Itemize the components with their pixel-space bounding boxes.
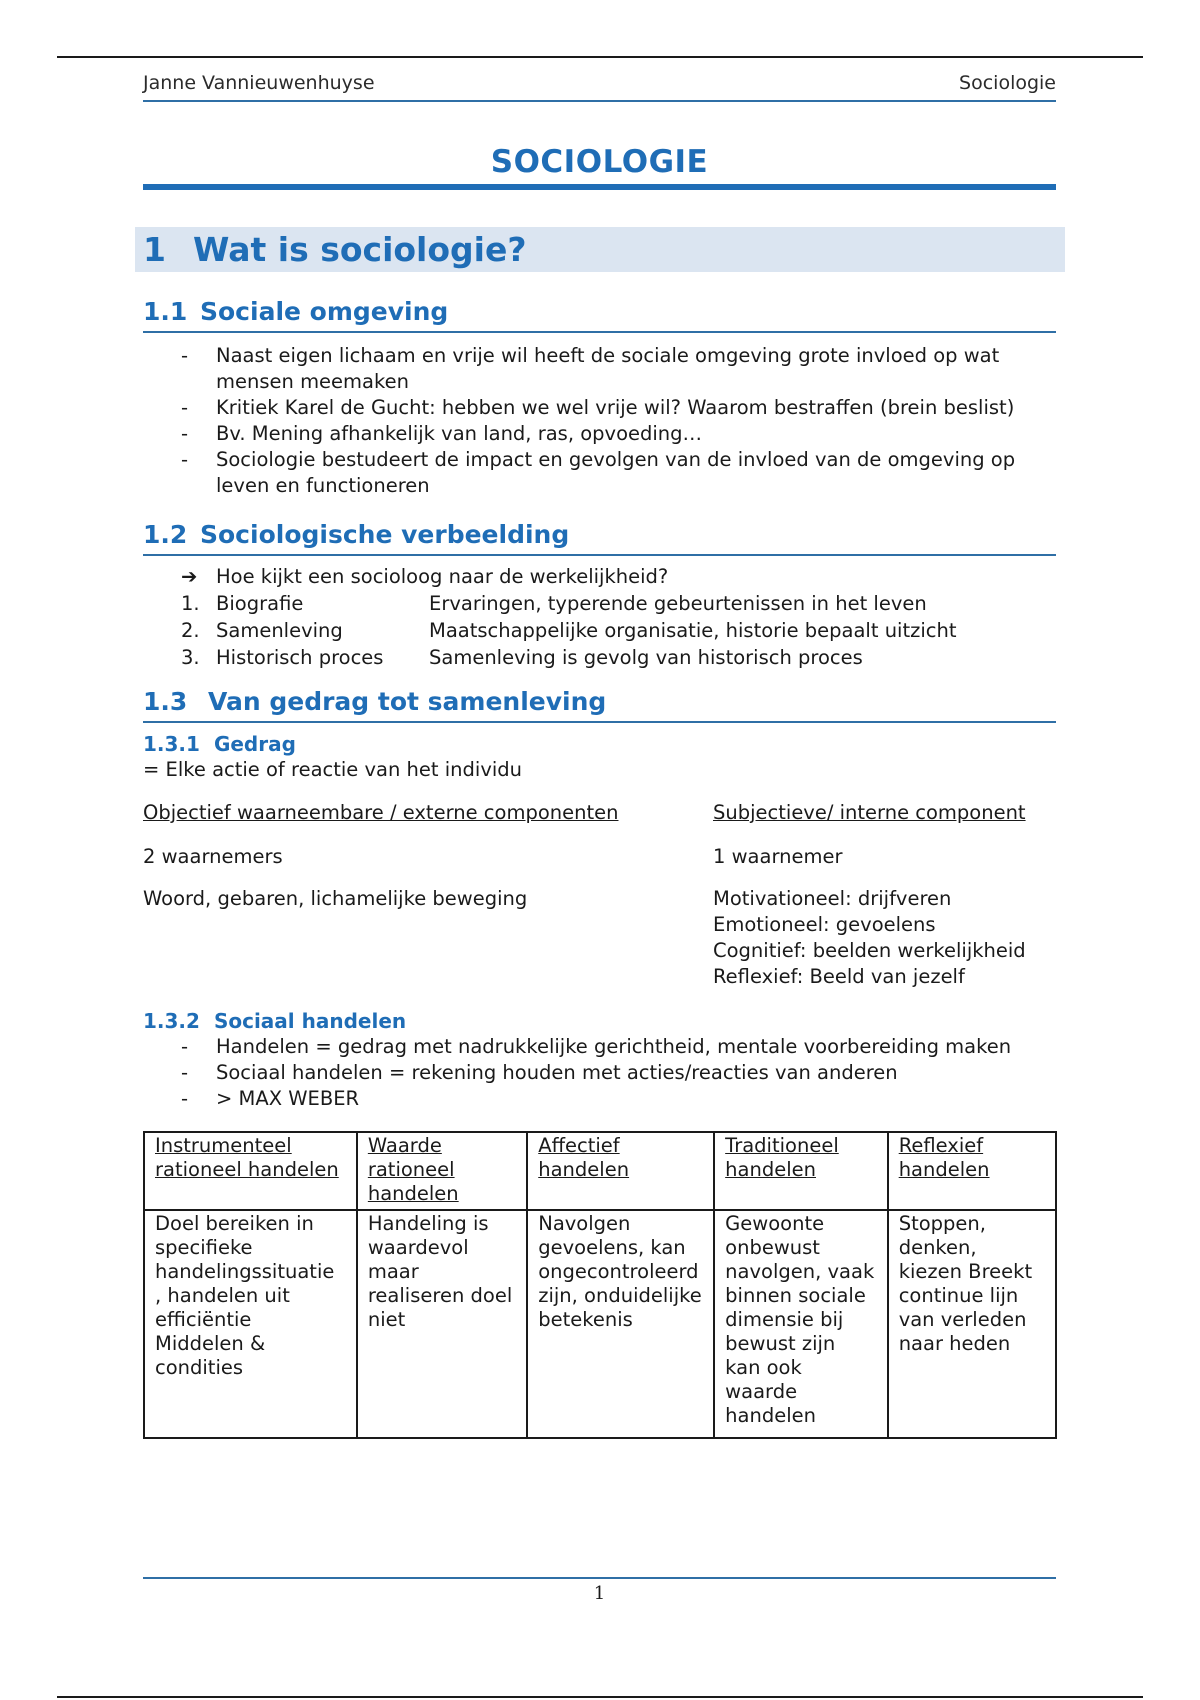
list-item: - Sociaal handelen = rekening houden met acties/reacties van anderen (181, 1061, 898, 1084)
footer-rule (143, 1577, 1056, 1579)
page-number: 1 (593, 1583, 606, 1604)
external-examples: Woord, gebaren, lichamelijke beweging (143, 887, 528, 910)
internal-observers: 1 waarnemer (713, 845, 843, 868)
table-header-cell: Affectief handelen (527, 1132, 714, 1210)
page-top-rule (57, 56, 1143, 58)
subsection-number: 1.3.1 (143, 732, 200, 756)
table-header-row (144, 1132, 1056, 1210)
subsection-heading-1-3-2 (143, 1009, 406, 1033)
list-item: - Naast eigen lichaam en vrije wil heeft de sociale omgeving grote invloed op wat mensen meemaken (181, 344, 1000, 393)
page-bottom-rule (57, 1696, 1143, 1698)
table-header-cell: Instrumenteel rationeel handelen (144, 1132, 357, 1210)
table-cell: Handeling is waardevol maar realiseren doel niet (357, 1210, 527, 1438)
table-header-cell: Reflexief handelen (888, 1132, 1056, 1210)
bullet-dash: - (181, 448, 189, 471)
chapter-heading (135, 227, 1065, 272)
list-item: - Sociologie bestudeert de impact en gevolgen van de invloed van de omgeving op leven en functioneren (181, 448, 1016, 497)
list-item: - Bv. Mening afhankelijk van land, ras, opvoeding… (181, 422, 703, 445)
section-heading-1-3 (143, 687, 1056, 723)
document-title: SOCIOLOGIE (490, 144, 709, 180)
gedrag-definition: = Elke actie of reactie van het individu (143, 758, 523, 781)
internal-line: Emotioneel: gevoelens (713, 913, 936, 936)
section-title: Van gedrag tot samenleving (208, 687, 607, 716)
list-item: 1. Biografie Ervaringen, typerende gebeurtenissen in het leven (181, 592, 927, 615)
sociologische-verbeelding-list (143, 564, 1056, 672)
table-header-cell: Traditioneel handelen (714, 1132, 888, 1210)
action-types-table (143, 1131, 1057, 1439)
external-observers: 2 waarnemers (143, 845, 283, 868)
section-heading-1-1 (143, 297, 1056, 333)
table-cell: Stoppen, denken, kiezen Breekt continue lijn van verleden naar heden (888, 1210, 1056, 1438)
list-item: 3. Historisch proces Samenleving is gevolg van historisch proces (181, 646, 863, 669)
section-number: 1.1 (143, 297, 188, 326)
header-author: Janne Vannieuwenhuyse (143, 72, 375, 94)
internal-line: Reflexief: Beeld van jezelf (713, 965, 965, 988)
external-components-heading: Objectief waarneembare / externe componenten (143, 801, 619, 824)
internal-line: Cognitief: beelden werkelijkheid (713, 939, 1026, 962)
section-number: 1.2 (143, 520, 188, 549)
internal-component-heading: Subjectieve/ interne component (713, 801, 1026, 824)
table-row (144, 1210, 1056, 1438)
list-item: - Kritiek Karel de Gucht: hebben we wel vrije wil? Waarom bestraffen (brein beslist) (181, 396, 1015, 419)
bullet-dash: - (181, 344, 189, 367)
list-item: - Handelen = gedrag met nadrukkelijke gerichtheid, mentale voorbereiding maken (181, 1035, 1012, 1058)
bullet-dash: - (181, 422, 189, 445)
bullet-dash: - (181, 1061, 189, 1084)
subsection-heading-1-3-1 (143, 732, 296, 756)
section-number: 1.3 (143, 687, 188, 716)
bullet-dash: - (181, 1087, 189, 1110)
internal-component-lines (713, 886, 1026, 990)
bullet-dash: - (181, 1035, 189, 1058)
section-title: Sociologische verbeelding (200, 520, 570, 549)
bullet-dash: - (181, 396, 189, 419)
chapter-number: 1 (143, 230, 166, 269)
table-cell: Navolgen gevoelens, kan ongecontroleerd zijn, onduidelijke betekenis (527, 1210, 714, 1438)
list-item: ➔ Hoe kijkt een socioloog naar de werkelijkheid? (181, 565, 669, 588)
section-title: Sociale omgeving (200, 297, 449, 326)
running-header (143, 70, 1056, 102)
section-heading-1-2 (143, 520, 1056, 556)
sociale-omgeving-list (143, 343, 1056, 499)
subsection-title: Sociaal handelen (213, 1009, 407, 1033)
sociaal-handelen-list (143, 1034, 1056, 1112)
subsection-title: Gedrag (213, 732, 296, 756)
title-rule (143, 184, 1056, 190)
list-item: - > MAX WEBER (181, 1087, 360, 1110)
list-item: 2. Samenleving Maatschappelijke organisatie, historie bepaalt uitzicht (181, 619, 957, 642)
chapter-title: Wat is sociologie? (193, 230, 527, 269)
table-cell: Doel bereiken in specifieke handelingssituatie , handelen uit efficiëntie Middelen & condities (144, 1210, 357, 1438)
table-cell: Gewoonte onbewust navolgen, vaak binnen sociale dimensie bij bewust zijn kan ook waarde handelen (714, 1210, 888, 1438)
table-header-cell: Waarde rationeel handelen (357, 1132, 527, 1210)
subsection-number: 1.3.2 (143, 1009, 200, 1033)
arrow-right-icon: ➔ (181, 565, 198, 588)
internal-line: Motivationeel: drijfveren (713, 887, 952, 910)
header-subject: Sociologie (959, 72, 1056, 94)
